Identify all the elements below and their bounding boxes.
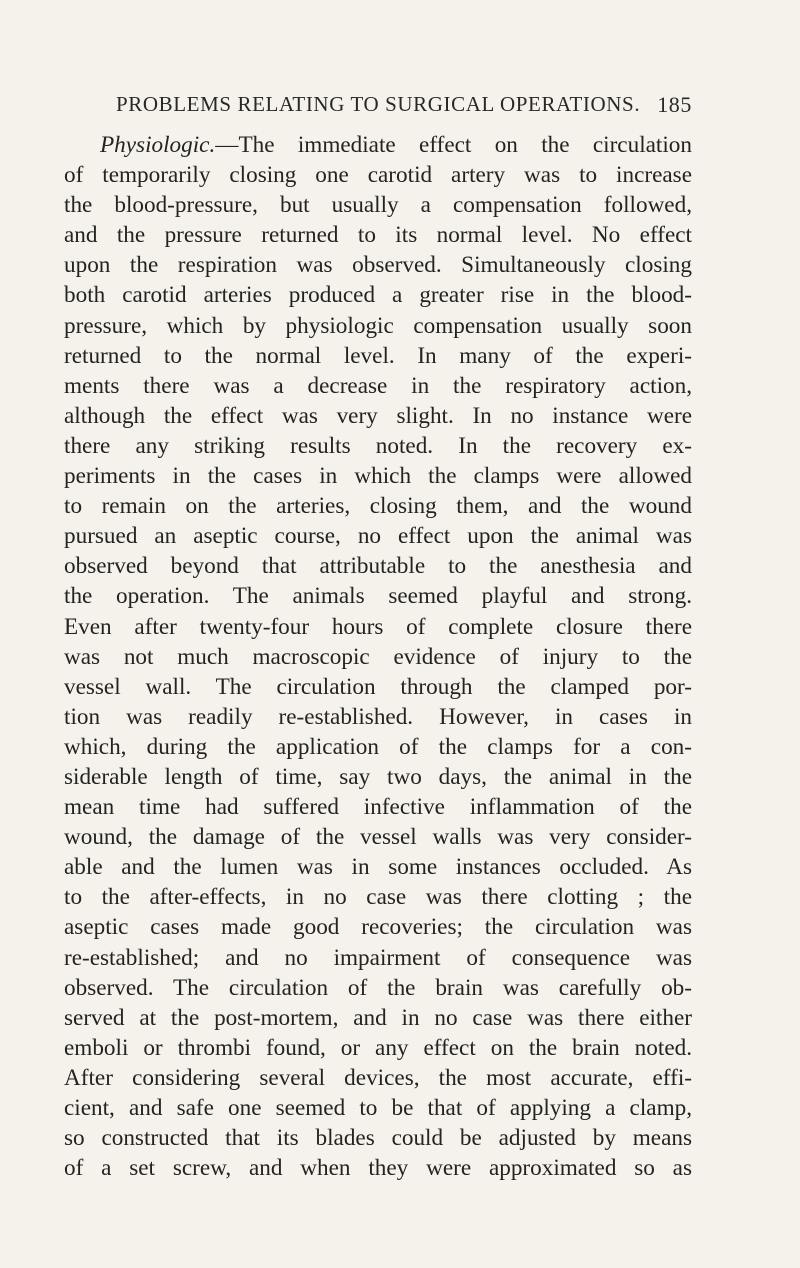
text-line: upon the respiration was observed. Simultaneously closing [64, 252, 692, 279]
text-line: Even after twenty-four hours of complete closure there [64, 613, 692, 640]
text-line: to remain on the arteries, closing them, and the wound [64, 493, 692, 520]
text-line: and the pressure returned to its normal level. No effect [64, 222, 692, 249]
text-line: returned to the normal level. In many of the experi- [64, 342, 692, 369]
text-line: pressure, which by physiologic compensation usually soon [64, 312, 692, 339]
text-line: emboli or thrombi found, or any effect on the brain noted. [64, 1034, 692, 1061]
text-line: observed. The circulation of the brain was carefully ob- [64, 974, 692, 1001]
text-line: mean time had suffered infective inflammation of the [64, 794, 692, 821]
text-line: cient, and safe one seemed to be that of applying a clamp, [64, 1095, 692, 1121]
text-line: re-established; and no impairment of consequence was [64, 944, 692, 971]
text-line: tion was readily re-established. However, in cases in [64, 703, 692, 730]
text-line: After considering several devices, the most accurate, effi- [64, 1064, 692, 1091]
text-line: there any striking results noted. In the recovery ex- [64, 432, 692, 459]
text-line: both carotid arteries produced a greater rise in the blood- [64, 282, 692, 309]
text-line: so constructed that its blades could be adjusted by means [64, 1125, 692, 1152]
text-line: aseptic cases made good recoveries; the circulation was [64, 914, 692, 941]
text-line: vessel wall. The circulation through the clamped por- [64, 673, 692, 700]
running-head-title: PROBLEMS RELATING TO SURGICAL OPERATIONS. [116, 92, 641, 116]
text-line: was not much macroscopic evidence of injury to the [64, 643, 692, 670]
page-number: 185 [657, 92, 692, 117]
section-heading: Physiologic. [100, 132, 216, 158]
body-text [64, 130, 692, 1183]
text-line: wound, the damage of the vessel walls was very consider- [64, 824, 692, 851]
text-line: observed beyond that attributable to the anesthesia and [64, 553, 692, 580]
text-line: of temporarily closing one carotid artery was to increase [64, 162, 692, 189]
text-line: to the after-effects, in no case was there clotting ; the [64, 884, 692, 911]
text-line: periments in the cases in which the clamps were allowed [64, 463, 692, 490]
text-line: which, during the application of the clamps for a con- [64, 733, 692, 760]
paragraph-first-line [64, 130, 692, 160]
text-line: able and the lumen was in some instances occluded. As [64, 854, 692, 881]
text-line: served at the post-mortem, and in no case was there either [64, 1004, 692, 1031]
text-line: siderable length of time, say two days, the animal in the [64, 763, 692, 790]
running-head [116, 92, 692, 124]
text-line: the operation. The animals seemed playful and strong. [64, 583, 692, 610]
text-line: ments there was a decrease in the respiratory action, [64, 372, 692, 399]
text-line: of a set screw, and when they were approximated so as [64, 1155, 692, 1182]
text-line: —The immediate effect on the circulation [215, 132, 692, 158]
text-line: pursued an aseptic course, no effect upon the animal was [64, 523, 692, 550]
text-line: although the effect was very slight. In no instance were [64, 402, 692, 429]
text-line: the blood-pressure, but usually a compensation followed, [64, 192, 692, 219]
